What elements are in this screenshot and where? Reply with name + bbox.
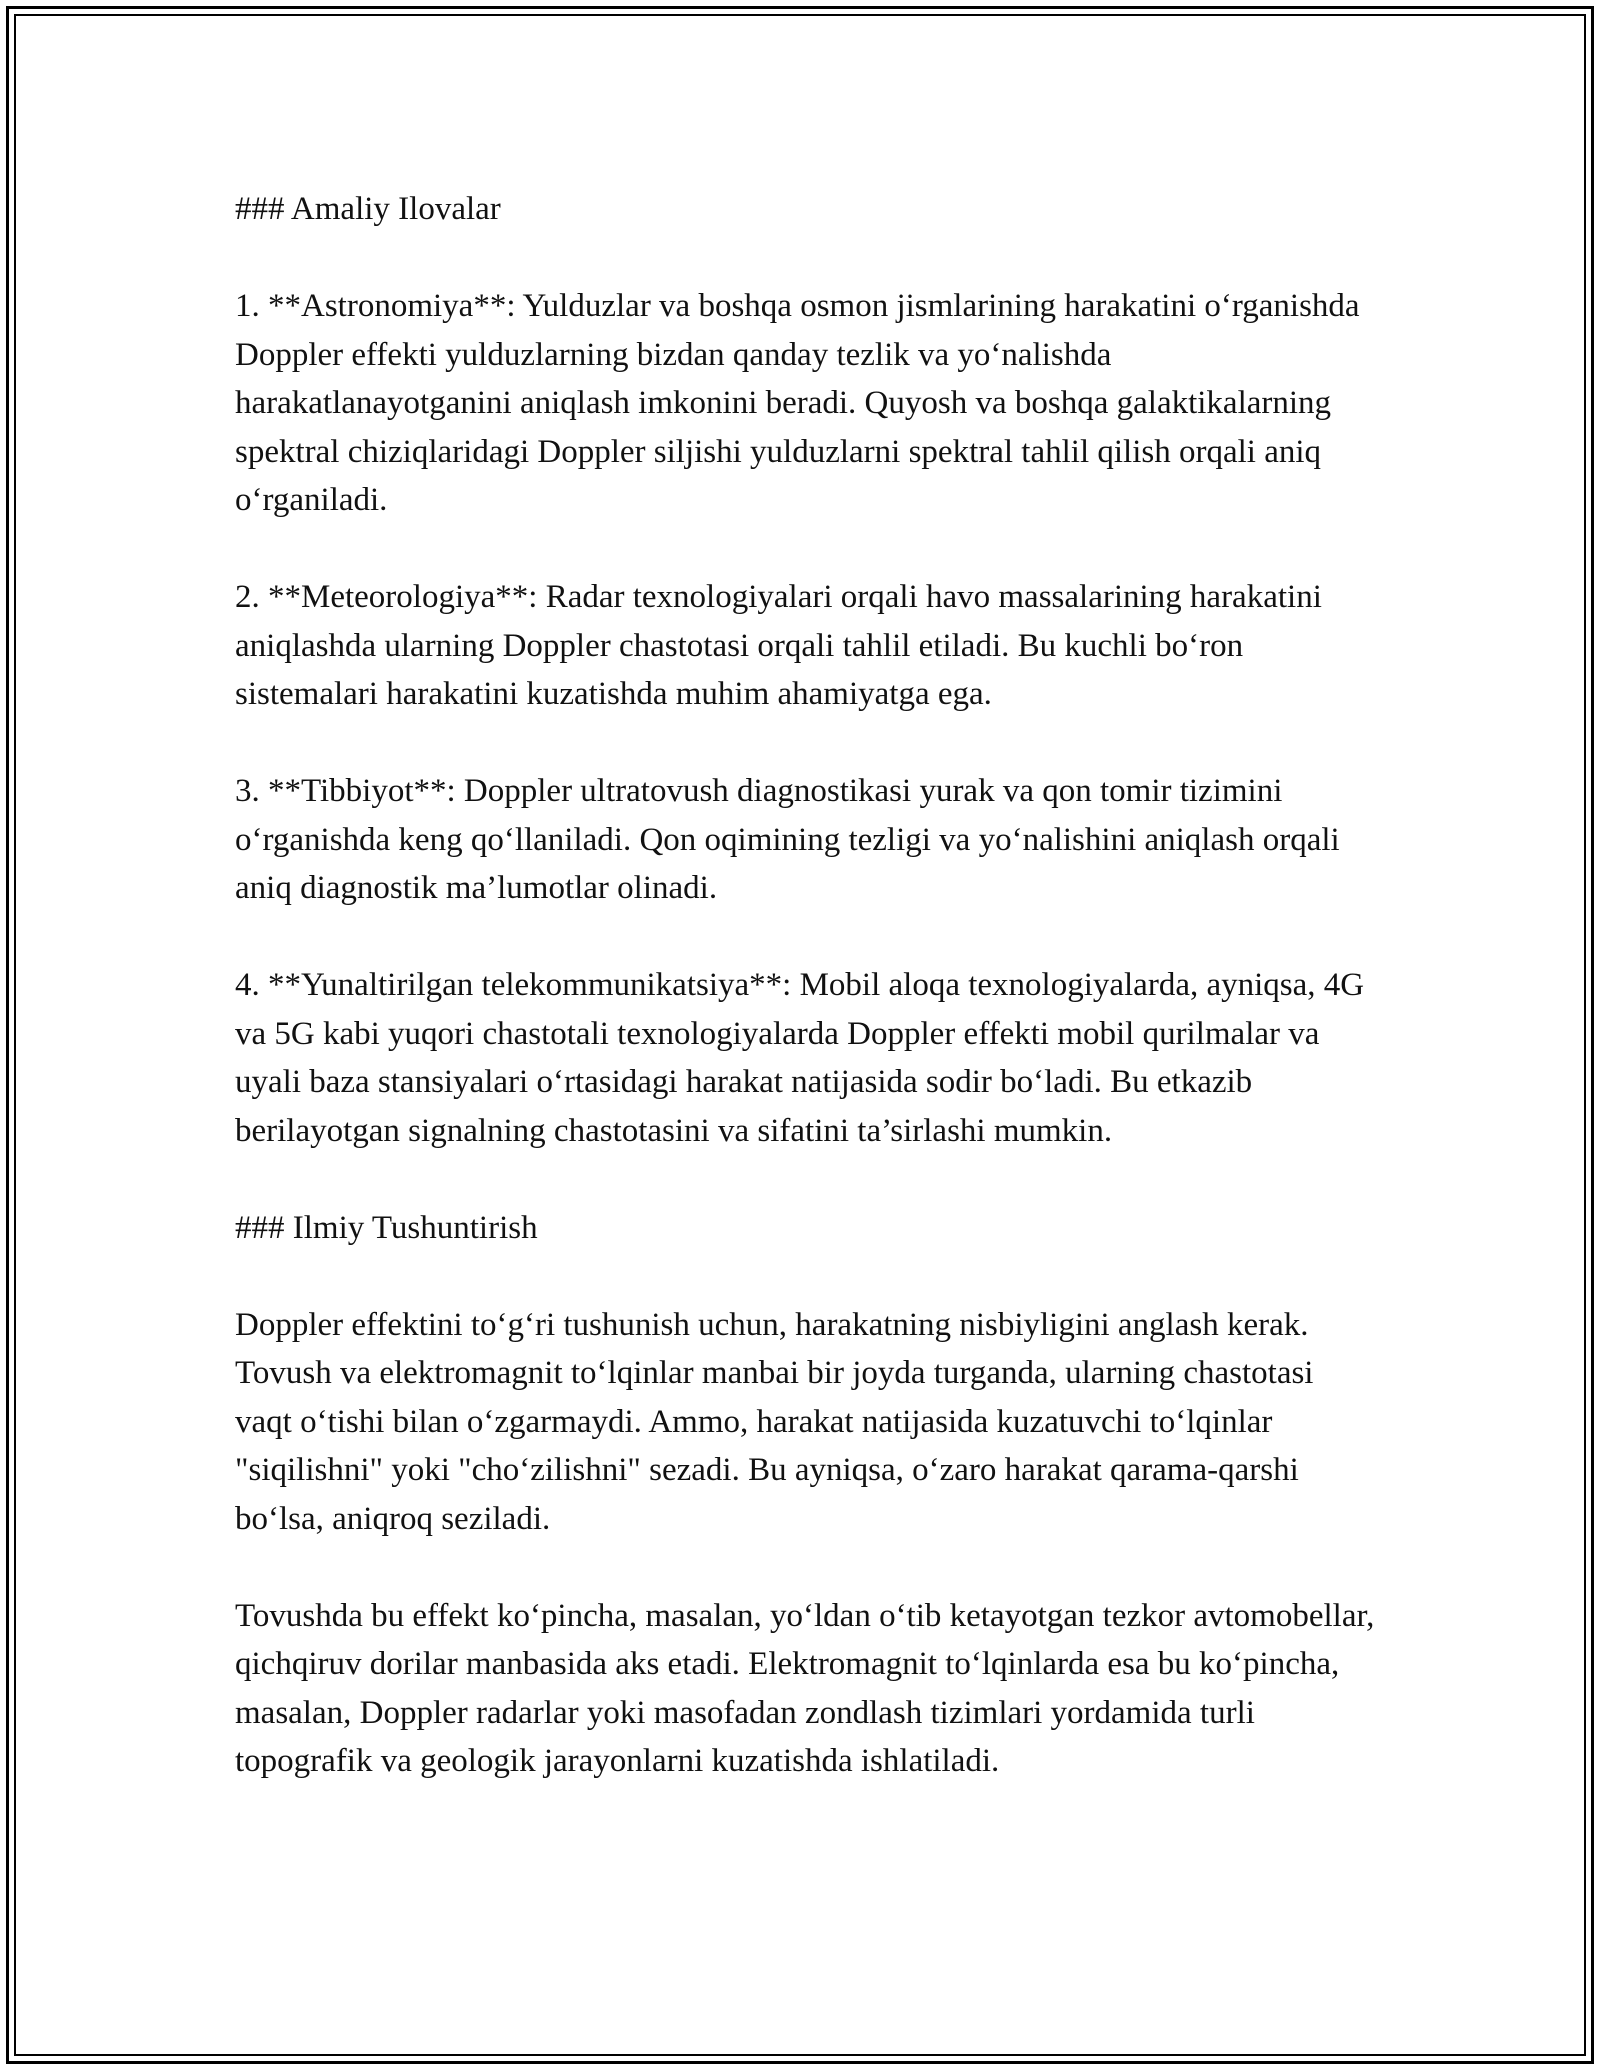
- section-heading-ilmiy-tushuntirish: ### Ilmiy Tushuntirish: [235, 1209, 538, 1246]
- paragraph-telekommunikatsiya: 4. **Yunaltirilgan telekommunikatsiya**: Mobil aloqa texnologiyalarda, ayniqsa, 4G va 5G kabi yuqori chastotali texnologiyalarda Doppler effekti mobil qurilmalar va uyali baza stansiyalari o‘rtasidagi harakat natijasida sodir bo‘ladi. Bu etkazib berilayotgan signalning chastotasini va sifatini ta’sirlashi mumkin.: [235, 967, 1365, 1149]
- document-body: [235, 185, 1375, 1786]
- paragraph-tovush-elektromagnit: Tovushda bu effekt ko‘pincha, masalan, yo‘ldan o‘tib ketayotgan tezkor avtomobellar, qichqiruv dorilar manbasida aks etadi. Elektromagnit to‘lqinlarda esa bu ko‘pincha, masalan, Doppler radarlar yoki masofadan zondlash tizimlari yordamida turli topografik va geologik jarayonlarni kuzatishda ishlatiladi.: [235, 1597, 1375, 1779]
- section-heading-amaliy-ilovalar: ### Amaliy Ilovalar: [235, 191, 501, 227]
- paragraph-astronomiya: 1. **Astronomiya**: Yulduzlar va boshqa osmon jismlarining harakatini o‘rganishda Doppler effekti yulduzlarning bizdan qanday tezlik va yo‘nalishda harakatlanayotganini aniqlash imkonini beradi. Quyosh va boshqa galaktikalarning spektral chiziqlaridagi Doppler siljishi yulduzlarni spektral tahlil qilish orqali aniq o‘rganiladi.: [235, 288, 1360, 518]
- paragraph-meteorologiya: 2. **Meteorologiya**: Radar texnologiyalari orqali havo massalarining harakatini aniqlashda ularning Doppler chastotasi orqali tahlil etiladi. Bu kuchli bo‘ron sistemalari harakatini kuzatishda muhim ahamiyatga ega.: [235, 579, 1322, 712]
- paragraph-nisbiylik: Doppler effektini to‘g‘ri tushunish uchun, harakatning nisbiyligini anglash kerak. Tovush va elektromagnit to‘lqinlar manbai bir joyda turganda, ularning chastotasi vaqt o‘tishi bilan o‘zgarmaydi. Ammo, harakat natijasida kuzatuvchi to‘lqinlar "siqilishni" yoki "cho‘zilishni" sezadi. Bu ayniqsa, o‘zaro harakat qarama-qarshi bo‘lsa, aniqroq seziladi.: [235, 1306, 1314, 1537]
- paragraph-tibbiyot: 3. **Tibbiyot**: Doppler ultratovush diagnostikasi yurak va qon tomir tizimini o‘rganishda keng qo‘llaniladi. Qon oqimining tezligi va yo‘nalishini aniqlash orqali aniq diagnostik ma’lumotlar olinadi.: [235, 773, 1340, 906]
